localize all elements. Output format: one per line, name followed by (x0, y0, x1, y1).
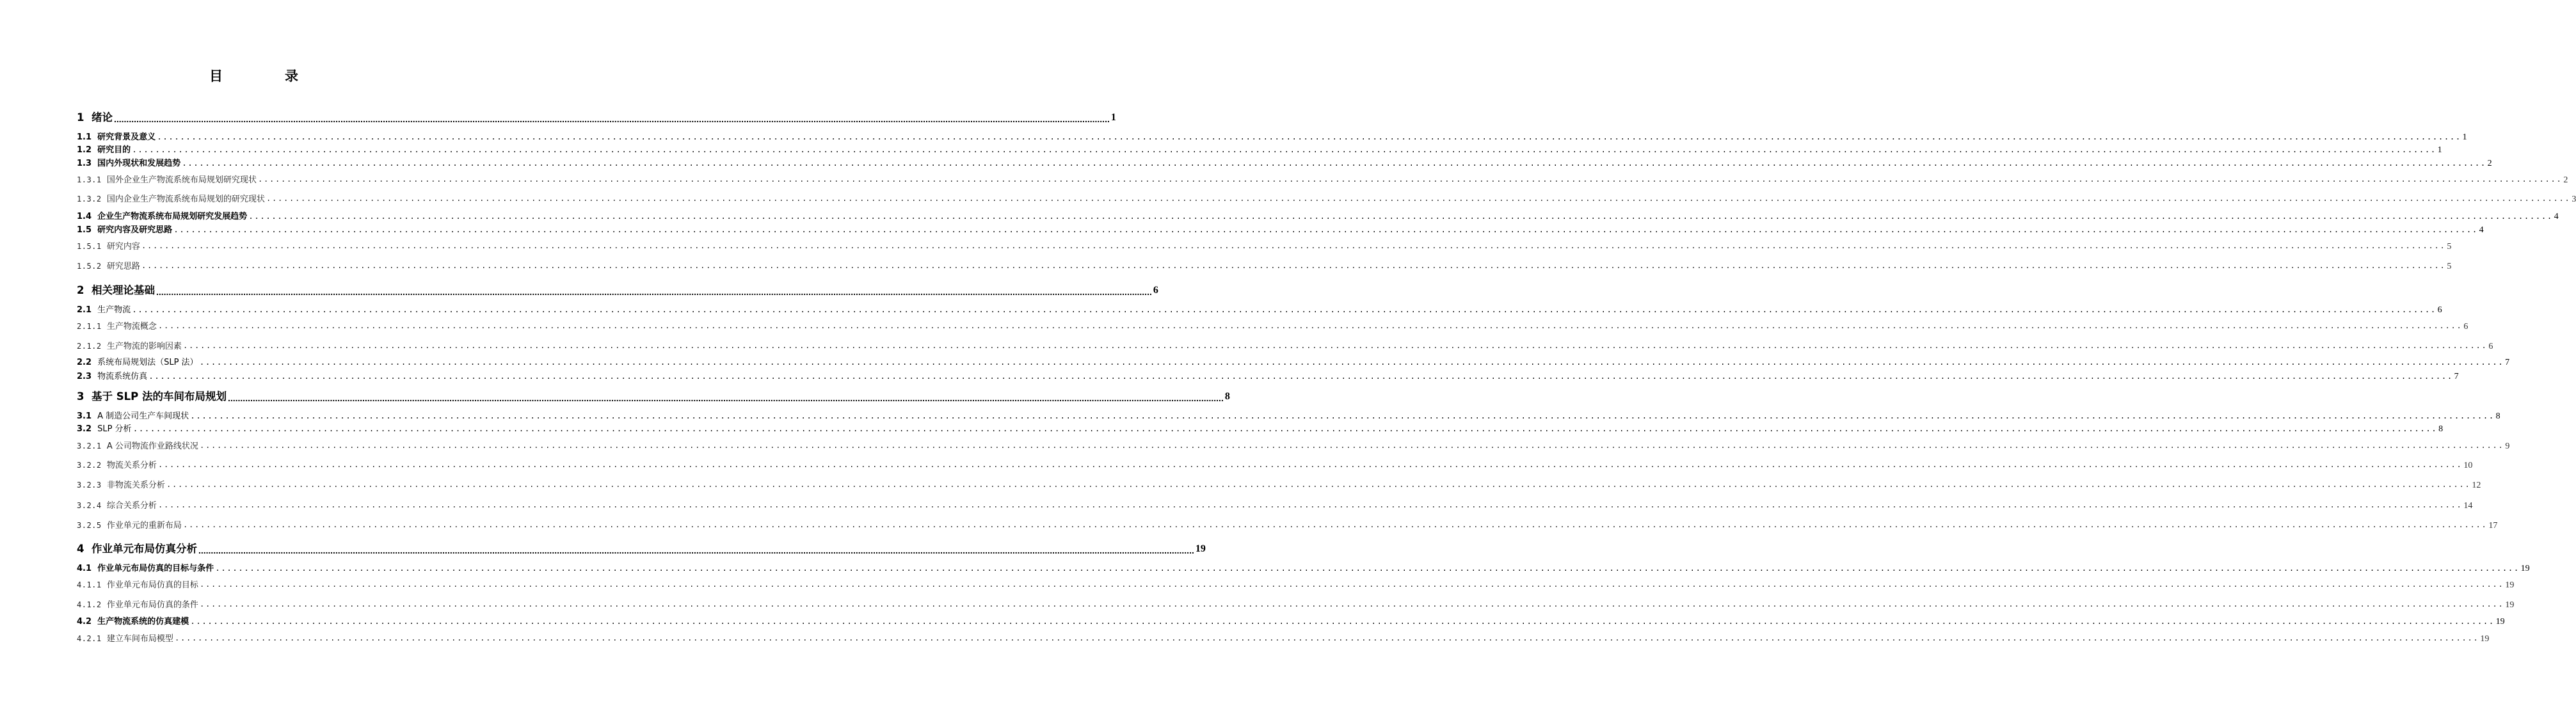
dot-leader: ................................................................................................................................................................................................................................................................................................................................................................................................................ (182, 521, 2488, 530)
section-number: 3.2.3 (77, 481, 102, 490)
section-number: 2.1.1 (77, 322, 102, 331)
page-number: 5 (2447, 242, 2452, 251)
section-title: 研究内容 (106, 242, 140, 251)
page-number: 19 (2520, 564, 2530, 573)
section-number: 3.2.2 (77, 461, 102, 470)
section-title: 生产物流系统的仿真建模 (97, 617, 189, 626)
toc-entry-3-2-3[interactable] (77, 479, 2481, 491)
page-number: 1 (2462, 132, 2467, 142)
section-number: 2.3 (77, 372, 92, 381)
toc-entry-1-2[interactable] (77, 144, 2442, 156)
page-number: 4 (2554, 212, 2559, 221)
section-number: 1.3.1 (77, 175, 102, 184)
section-number: 1.5 (77, 225, 92, 235)
toc-entry-3-2-1[interactable] (77, 440, 2510, 452)
dot-leader: ................................................................................................................................................................................................................................................................................................................................................................................................................ (199, 442, 2504, 451)
section-number: 2.1.2 (77, 342, 102, 351)
dot-leader: ................................................................................................................................................................................................................................................................................................................................................................................................................ (248, 212, 2553, 221)
toc-entry-4-1-2[interactable] (77, 599, 2515, 611)
section-title: SLP 分析 (97, 424, 132, 434)
section-number: 2.2 (77, 358, 92, 367)
toc-entry-4-1-1[interactable] (77, 579, 2515, 591)
dot-leader: ................................................................................................................................................................................................................................................................................................................................................................................................................ (182, 342, 2488, 351)
toc-entry-1[interactable] (77, 110, 1116, 125)
toc-entry-label (77, 440, 198, 452)
toc-entry-2-3[interactable] (77, 371, 2459, 383)
page-number: 7 (2505, 358, 2510, 367)
section-number: 3.2.1 (77, 442, 102, 451)
section-number: 3.2.5 (77, 521, 102, 530)
dot-leader: ................................................................................................................................................................................................................................................................................................................................................................................................................ (156, 287, 1152, 297)
dot-leader: ................................................................................................................................................................................................................................................................................................................................................................................................................ (199, 600, 2504, 609)
dot-leader: ................................................................................................................................................................................................................................................................................................................................................................................................................ (166, 481, 2471, 490)
page-number: 7 (2454, 372, 2459, 381)
section-number: 1.3.2 (77, 195, 102, 203)
toc-entry-label (77, 459, 157, 472)
section-title: 建立车间布局模型 (106, 634, 173, 644)
toc-entry-4-2[interactable] (77, 616, 2505, 628)
section-number: 4 (77, 543, 84, 555)
page-number: 4 (2479, 225, 2484, 235)
dot-leader: ................................................................................................................................................................................................................................................................................................................................................................................................................ (157, 132, 2461, 142)
page-number: 17 (2488, 521, 2498, 531)
page-number: 6 (2488, 342, 2493, 351)
dot-leader: ................................................................................................................................................................................................................................................................................................................................................................................................................ (157, 461, 2463, 470)
toc-entry-label (77, 389, 227, 404)
page-number: 14 (2463, 501, 2473, 511)
toc-entry-label (77, 193, 265, 205)
toc-entry-label (77, 174, 257, 186)
toc-entry-1-5[interactable] (77, 224, 2484, 236)
toc-entry-label (77, 144, 131, 156)
section-title: 生产物流概念 (106, 322, 157, 331)
section-number: 1.5.2 (77, 262, 102, 271)
section-title: 国内外现状和发展趋势 (97, 159, 181, 168)
toc-entry-2-1[interactable] (77, 304, 2442, 316)
toc-entry-label (77, 157, 180, 170)
section-title: A 制造公司生产车间现状 (97, 411, 189, 421)
section-title: 生产物流 (97, 305, 131, 315)
toc-entry-label (77, 633, 173, 645)
section-number: 2.1 (77, 305, 92, 315)
toc-entry-label (77, 321, 157, 333)
toc-entry-3-1[interactable] (77, 410, 2500, 422)
toc-entry-label (77, 479, 165, 491)
section-title: 综合关系分析 (106, 501, 157, 511)
toc-entry-label (77, 562, 214, 575)
toc-entry-1-4[interactable] (77, 211, 2559, 223)
section-number: 3.1 (77, 411, 92, 421)
page-number: 2 (2563, 175, 2568, 185)
page-number: 8 (2438, 424, 2444, 434)
page-number: 19 (2495, 617, 2505, 626)
section-number: 4.1.1 (77, 580, 102, 589)
toc-entry-3-2[interactable] (77, 423, 2444, 435)
dot-leader: ................................................................................................................................................................................................................................................................................................................................................................................................................ (199, 580, 2504, 589)
section-title: 作业单元布局仿真的目标 (106, 580, 198, 590)
toc-entry-1-3-2[interactable] (77, 193, 2576, 205)
toc-entry-label (77, 520, 182, 532)
toc-entry-1-5-1[interactable] (77, 241, 2452, 253)
dot-leader: ................................................................................................................................................................................................................................................................................................................................................................................................................ (141, 242, 2446, 251)
section-title: 研究背景及意义 (97, 132, 156, 142)
dot-leader: ................................................................................................................................................................................................................................................................................................................................................................................................................ (190, 617, 2495, 626)
toc-entry-4[interactable] (77, 541, 1206, 557)
toc-entry-label (77, 423, 132, 435)
page-number: 1 (2437, 145, 2442, 155)
section-number: 1 (77, 111, 84, 124)
dot-leader: ................................................................................................................................................................................................................................................................................................................................................................................................................ (132, 305, 2436, 315)
section-title: 物流关系分析 (106, 461, 157, 470)
page-number: 6 (2437, 305, 2442, 315)
toc-entry-label (77, 211, 247, 223)
section-number: 4.2.1 (77, 634, 102, 643)
page-number: 5 (2447, 262, 2452, 271)
page-title: 目 录 (209, 68, 323, 84)
dot-leader: ................................................................................................................................................................................................................................................................................................................................................................................................................ (198, 545, 1194, 555)
dot-leader: ................................................................................................................................................................................................................................................................................................................................................................................................................ (199, 358, 2504, 367)
page-number: 9 (2505, 442, 2510, 451)
page-number: 19 (2505, 600, 2515, 610)
toc-entry-2-2[interactable] (77, 356, 2510, 369)
section-title: 物流系统仿真 (97, 372, 148, 381)
dot-leader: ................................................................................................................................................................................................................................................................................................................................................................................................................ (148, 372, 2453, 381)
section-title: A 公司物流作业路线状况 (106, 442, 198, 451)
section-title: 作业单元布局仿真的条件 (106, 600, 198, 610)
toc-entry-label (77, 340, 182, 353)
page-number: 12 (2472, 481, 2481, 490)
toc-entry-3[interactable] (77, 389, 1230, 404)
toc-entry-label (77, 410, 189, 422)
toc-entry-1-5-2[interactable] (77, 260, 2452, 273)
section-title: 绪论 (91, 111, 113, 124)
section-number: 4.1 (77, 564, 92, 573)
table-of-contents (77, 0, 2576, 718)
toc-entry-label (77, 131, 156, 143)
dot-leader: ................................................................................................................................................................................................................................................................................................................................................................................................................ (266, 195, 2571, 203)
section-number: 3 (77, 390, 84, 403)
section-title: 基于 SLP 法的车间布局规划 (91, 390, 227, 403)
toc-entry-label (77, 241, 140, 253)
page-number: 8 (2495, 411, 2500, 421)
dot-leader: ................................................................................................................................................................................................................................................................................................................................................................................................................ (173, 225, 2478, 235)
section-number: 4.1.2 (77, 600, 102, 609)
dot-leader: ................................................................................................................................................................................................................................................................................................................................................................................................................ (157, 322, 2463, 331)
toc-entry-label (77, 500, 157, 512)
toc-entry-label (77, 616, 189, 628)
toc-entry-label (77, 304, 131, 316)
page-number: 6 (1153, 285, 1158, 296)
toc-entry-4-2-1[interactable] (77, 633, 2490, 645)
dot-leader: ................................................................................................................................................................................................................................................................................................................................................................................................................ (257, 175, 2563, 184)
toc-entry-label (77, 283, 155, 298)
section-number: 4.2 (77, 617, 92, 626)
section-title: 作业单元的重新布局 (106, 521, 182, 531)
section-number: 3.2 (77, 424, 92, 434)
page-number: 8 (1224, 391, 1230, 402)
section-title: 系统布局规划法（SLP 法） (97, 358, 198, 367)
toc-entry-1-3[interactable] (77, 157, 2492, 170)
page-number: 19 (1195, 543, 1206, 554)
toc-entry-label (77, 356, 198, 369)
page-number: 10 (2463, 461, 2473, 470)
dot-leader: ................................................................................................................................................................................................................................................................................................................................................................................................................ (174, 634, 2479, 643)
toc-entry-4-1[interactable] (77, 562, 2530, 575)
section-number: 2 (77, 284, 84, 296)
toc-entry-3-2-4[interactable] (77, 500, 2473, 512)
toc-entry-3-2-5[interactable] (77, 520, 2498, 532)
toc-entry-1-3-1[interactable] (77, 174, 2568, 186)
dot-leader: ................................................................................................................................................................................................................................................................................................................................................................................................................ (227, 393, 1224, 403)
toc-entry-2-1-1[interactable] (77, 321, 2468, 333)
toc-entry-label (77, 110, 113, 125)
section-title: 作业单元布局仿真的目标与条件 (97, 564, 214, 573)
section-number: 1.5.1 (77, 242, 102, 251)
toc-entry-2-1-2[interactable] (77, 340, 2493, 353)
section-title: 企业生产物流系统布局规划研究发展趋势 (97, 212, 248, 221)
toc-entry-label (77, 541, 197, 557)
section-title: 研究内容及研究思路 (97, 225, 173, 235)
toc-entry-label (77, 260, 140, 273)
dot-leader: ................................................................................................................................................................................................................................................................................................................................................................................................................ (190, 411, 2495, 421)
dot-leader: ................................................................................................................................................................................................................................................................................................................................................................................................................ (132, 145, 2436, 155)
dot-leader: ................................................................................................................................................................................................................................................................................................................................................................................................................ (182, 159, 2486, 168)
page-number: 6 (2463, 322, 2468, 331)
page-number: 19 (2505, 580, 2515, 590)
toc-entry-label (77, 579, 198, 591)
dot-leader: ................................................................................................................................................................................................................................................................................................................................................................................................................ (113, 114, 1110, 124)
page-number: 2 (2487, 159, 2492, 168)
section-number: 1.2 (77, 145, 92, 155)
section-number: 3.2.4 (77, 501, 102, 510)
section-title: 相关理论基础 (91, 284, 155, 296)
section-title: 生产物流的影响因素 (106, 342, 182, 351)
toc-entry-3-2-2[interactable] (77, 459, 2473, 472)
section-number: 1.1 (77, 132, 92, 142)
section-title: 研究目的 (97, 145, 131, 155)
page-number: 1 (1110, 112, 1116, 123)
toc-entry-2[interactable] (77, 283, 1158, 298)
dot-leader: ................................................................................................................................................................................................................................................................................................................................................................................................................ (132, 424, 2438, 434)
dot-leader: ................................................................................................................................................................................................................................................................................................................................................................................................................ (141, 262, 2446, 271)
section-title: 作业单元布局仿真分析 (91, 543, 197, 555)
section-number: 1.3 (77, 159, 92, 168)
toc-entry-label (77, 599, 198, 611)
section-title: 国外企业生产物流系统布局规划研究现状 (106, 175, 257, 185)
dot-leader: ................................................................................................................................................................................................................................................................................................................................................................................................................ (157, 501, 2463, 510)
toc-entry-label (77, 371, 147, 383)
page-number: 3 (2572, 195, 2576, 204)
toc-entry-1-1[interactable] (77, 131, 2467, 143)
section-title: 研究思路 (106, 262, 140, 271)
toc-entry-label (77, 224, 172, 236)
section-title: 国内企业生产物流系统布局规划的研究现状 (106, 195, 265, 204)
page-number: 19 (2480, 634, 2490, 644)
section-title: 非物流关系分析 (106, 481, 165, 490)
dot-leader: ................................................................................................................................................................................................................................................................................................................................................................................................................ (215, 564, 2520, 573)
section-number: 1.4 (77, 212, 92, 221)
